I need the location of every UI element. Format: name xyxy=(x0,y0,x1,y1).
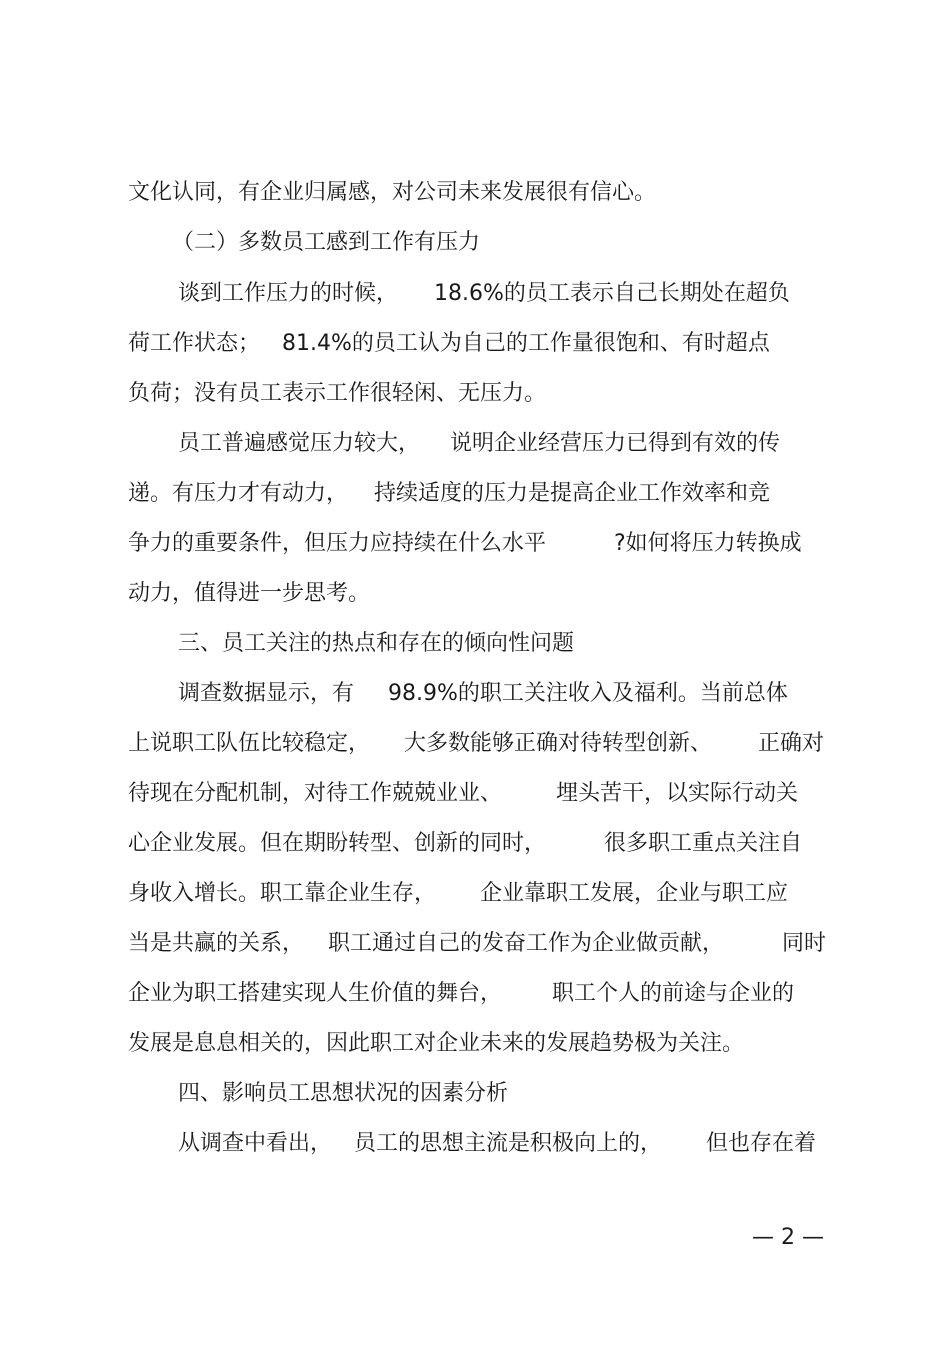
text-run: 但也存在着 xyxy=(706,1131,817,1156)
text-line-20 xyxy=(0,1124,950,1164)
text-run: 调查数据显示，有 xyxy=(178,681,355,706)
text-run: 发展是息息相关的，因此职工对企业未来的发展趋势极为关注。 xyxy=(128,1031,745,1056)
text-run: 待现在分配机制，对待工作兢兢业业、 xyxy=(128,781,503,806)
text-line-15 xyxy=(0,874,950,914)
text-run: 员工的思想主流是积极向上的， xyxy=(354,1131,663,1156)
section-heading-2 xyxy=(0,223,950,263)
text-run: 职工通过自己的发奋工作为企业做贡献， xyxy=(328,931,725,956)
text-run: 正确对 xyxy=(758,731,825,756)
text-run: 四、影响员工思想状况的因素分析 xyxy=(178,1081,509,1106)
text-line-16 xyxy=(0,924,950,964)
text-run: 18.6%的员工表示自己长期处在超负 xyxy=(434,281,790,306)
text-line-18 xyxy=(0,1024,950,1064)
text-line-7 xyxy=(0,474,950,514)
text-line-14 xyxy=(0,824,950,864)
section-heading-4 xyxy=(0,1074,950,1114)
text-run: 心企业发展。但在期盼转型、创新的同时， xyxy=(128,831,547,856)
text-run: 三、员工关注的热点和存在的倾向性问题 xyxy=(178,631,575,656)
text-run: 同时 xyxy=(782,931,827,956)
text-run: 说明企业经营压力已得到有效的传 xyxy=(450,431,781,456)
text-run: 当是共赢的关系， xyxy=(128,931,305,956)
text-line-1 xyxy=(0,173,950,213)
text-line-9 xyxy=(0,574,950,614)
page-number: — 2 — xyxy=(752,1225,824,1250)
text-line-5 xyxy=(0,374,950,414)
text-line-3 xyxy=(0,274,950,314)
text-run: 争力的重要条件，但压力应持续在什么水平 xyxy=(128,531,547,556)
text-run: 文化认同，有企业归属感，对公司未来发展很有信心。 xyxy=(128,180,657,205)
text-run: 埋头苦干，以实际行动关 xyxy=(556,781,799,806)
text-run: 从调查中看出， xyxy=(178,1131,333,1156)
text-run: 职工个人的前途与企业的 xyxy=(552,981,795,1006)
text-run: 身收入增长。职工靠企业生存， xyxy=(128,881,437,906)
text-run: 企业为职工搭建实现人生价值的舞台， xyxy=(128,981,503,1006)
text-line-6 xyxy=(0,424,950,464)
text-run: 81.4%的员工认为自己的工作量很饱和、有时超点 xyxy=(282,331,770,356)
text-run: 98.9%的职工关注收入及福利。当前总体 xyxy=(388,681,788,706)
text-run: ?如何将压力转换成 xyxy=(614,531,802,556)
text-run: 动力，值得进一步思考。 xyxy=(128,581,371,606)
text-run: 很多职工重点关注自 xyxy=(604,831,803,856)
text-run: 负荷；没有员工表示工作很轻闲、无压力。 xyxy=(128,381,547,406)
text-line-4 xyxy=(0,324,950,364)
text-run: 企业靠职工发展，企业与职工应 xyxy=(480,881,789,906)
text-run: 大多数能够正确对待转型创新、 xyxy=(404,731,713,756)
text-run: （二）多数员工感到工作有压力 xyxy=(172,230,481,255)
text-line-11 xyxy=(0,674,950,714)
text-run: 递。有压力才有动力， xyxy=(128,481,349,506)
text-run: 荷工作状态； xyxy=(128,331,261,356)
text-run: 员工普遍感觉压力较大， xyxy=(178,431,421,456)
section-heading-3 xyxy=(0,624,950,664)
text-run: 上说职工队伍比较稳定， xyxy=(128,731,371,756)
text-run: 持续适度的压力是提高企业工作效率和竞 xyxy=(374,481,771,506)
text-line-17 xyxy=(0,974,950,1014)
text-run: 谈到工作压力的时候， xyxy=(178,281,399,306)
text-line-13 xyxy=(0,774,950,814)
text-line-8 xyxy=(0,524,950,564)
text-line-12 xyxy=(0,724,950,764)
